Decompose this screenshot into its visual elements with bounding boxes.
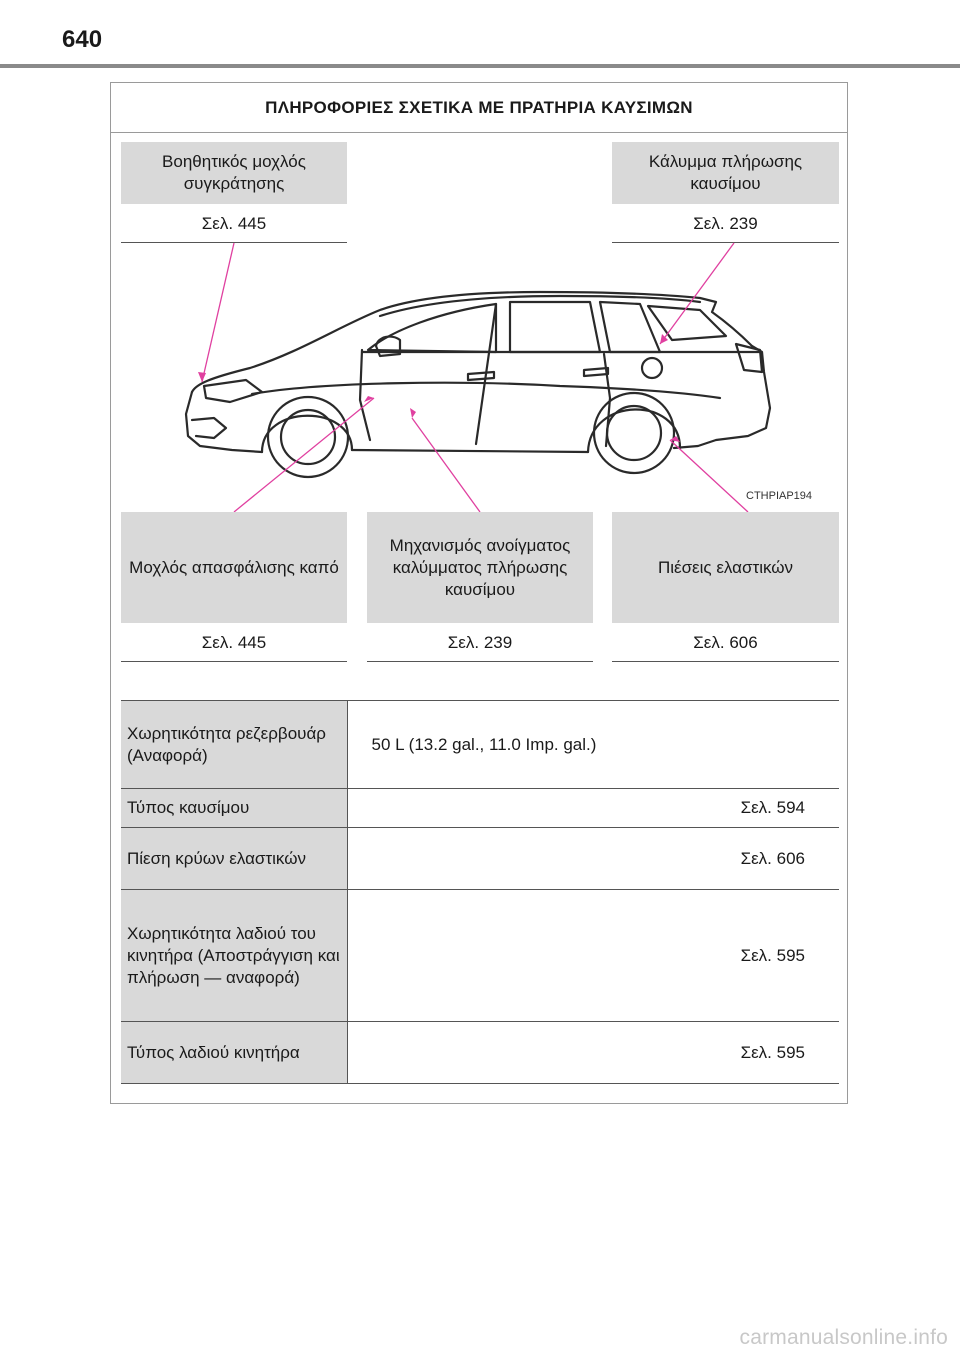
callout-hood-lever-page[interactable]: Σελ. 445: [121, 624, 347, 662]
callout-fuel-cap-label: Κάλυμμα πλήρωσης καυσίμου: [612, 142, 839, 204]
spec-value: 50 L (13.2 gal., 11.0 Imp. gal.): [347, 701, 839, 789]
spec-label: Χωρητικότητα λαδιού του κινητήρα (Αποστράγγιση και πλήρωση — αναφορά): [121, 890, 347, 1022]
table-row: [121, 789, 839, 828]
callout-fuel-door-opener-page[interactable]: Σελ. 239: [367, 624, 593, 662]
spec-value[interactable]: Σελ. 595: [347, 890, 839, 1022]
page-number: 640: [62, 26, 103, 53]
table-row: [121, 828, 839, 890]
callout-hood-lever-label: Μοχλός απασφάλισης καπό: [121, 512, 347, 623]
spec-value[interactable]: Σελ. 595: [347, 1022, 839, 1084]
table-row: [121, 1022, 839, 1084]
callout-aux-lever-label: Βοηθητικός μοχλός συγκράτησης: [121, 142, 347, 204]
callout-leader-lines: [202, 243, 748, 512]
watermark: carmanualsonline.info: [739, 1326, 948, 1349]
spec-label: Χωρητικότητα ρεζερβουάρ (Αναφορά): [121, 701, 347, 789]
spec-label: Πίεση κρύων ελαστικών: [121, 828, 347, 890]
spec-label: Τύπος λαδιού κινητήρα: [121, 1022, 347, 1084]
spec-value[interactable]: Σελ. 606: [347, 828, 839, 890]
callout-fuel-cap-page[interactable]: Σελ. 239: [612, 205, 839, 243]
figure-code: CTHPIAP194: [746, 490, 813, 502]
spec-label: Τύπος καυσίμου: [121, 789, 347, 828]
spec-value[interactable]: Σελ. 594: [347, 789, 839, 828]
table-row: [121, 890, 839, 1022]
callout-tire-pressure-label: Πιέσεις ελαστικών: [612, 512, 839, 623]
section-title: ΠΛΗΡΟΦΟΡΙΕΣ ΣΧΕΤΙΚΑ ΜΕ ΠΡΑΤΗΡΙΑ ΚΑΥΣΙΜΩΝ: [111, 83, 847, 133]
spec-table: [121, 700, 839, 1084]
callout-aux-lever-page[interactable]: Σελ. 445: [121, 205, 347, 243]
callout-fuel-door-opener-label: Μηχανισμός ανοίγματος καλύμματος πλήρωσης καυσίμου: [367, 512, 593, 623]
table-row: [121, 701, 839, 789]
callout-tire-pressure-page[interactable]: Σελ. 606: [612, 624, 839, 662]
